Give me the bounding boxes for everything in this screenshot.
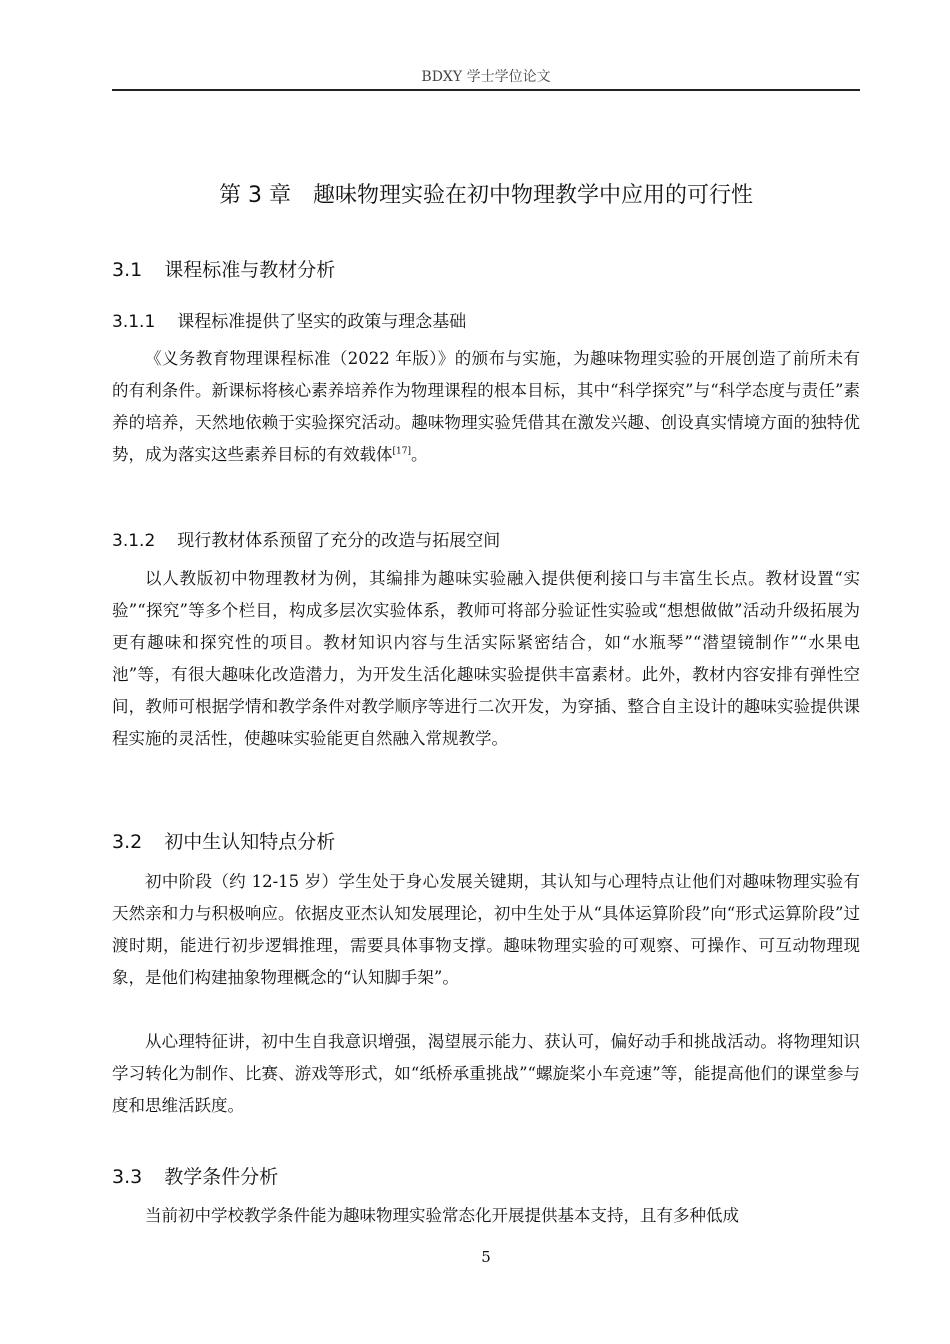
- citation: [17]: [392, 446, 411, 457]
- section-number: 3.1: [112, 259, 143, 281]
- section-heading-3-3: [112, 1162, 860, 1189]
- section-heading-3-2: [112, 827, 860, 854]
- subsection-number: 3.1.1: [112, 312, 156, 332]
- subsection-title: 现行教材体系预留了充分的改造与拓展空间: [177, 531, 501, 551]
- subsection-heading-3-1-2: [112, 526, 860, 551]
- section-title: 课程标准与教材分析: [164, 259, 336, 281]
- paragraph-3-1-2: 以人教版初中物理教材为例，其编排为趣味实验融入提供便利接口与丰富生长点。教材设置“实验”“探究”等多个栏目，构成多层次实验体系，教师可将部分验证性实验或“想想做做”活动升级拓展为更有趣味和探究性的项目。教材知识内容与生活实际紧密结合，如“水瓶琴”“潜望镜制作”“水果电池”等，有很大趣味化改造潜力，为开发生活化趣味实验提供丰富素材。此外，教材内容安排有弹性空间，教师可根据学情和教学条件对教学顺序等进行二次开发，为穿插、整合自主设计的趣味实验提供课程实施的灵活性，使趣味实验能更自然融入常规教学。: [112, 569, 860, 748]
- header-rule: [112, 89, 860, 91]
- section-number: 3.3: [112, 1166, 143, 1188]
- paragraph-3-1-1: [112, 343, 860, 471]
- paragraph-3-3: 当前初中学校教学条件能为趣味物理实验常态化开展提供基本支持，且有多种低成: [145, 1206, 739, 1225]
- subsection-heading-3-1-1: [112, 307, 860, 332]
- page-number: 5: [481, 1248, 491, 1266]
- paragraph-end: 。: [410, 445, 428, 464]
- section-title: 教学条件分析: [164, 1166, 279, 1188]
- section-title: 初中生认知特点分析: [164, 831, 336, 853]
- section-heading-3-1: [112, 255, 860, 282]
- running-header: BDXY 学士学位论文: [421, 69, 551, 85]
- section-number: 3.2: [112, 831, 143, 853]
- subsection-number: 3.1.2: [112, 531, 156, 551]
- chapter-title: 第 3 章 趣味物理实验在初中物理教学中应用的可行性: [219, 183, 753, 208]
- paragraph-3-2-b: 从心理特征讲，初中生自我意识增强，渴望展示能力、获认可，偏好动手和挑战活动。将物理知识学习转化为制作、比赛、游戏等形式，如“纸桥承重挑战”“螺旋桨小车竞速”等，能提高他们的课堂参与度和思维活跃度。: [112, 1032, 860, 1115]
- subsection-title: 课程标准提供了坚实的政策与理念基础: [177, 312, 467, 332]
- paragraph-text: 《义务教育物理课程标准（2022 年版）》的颁布与实施，为趣味物理实验的开展创造了前所未有的有利条件。新课标将核心素养培养作为物理课程的根本目标，其中“科学探究”与“科学态度与责任”素养的培养，天然地依赖于实验探究活动。趣味物理实验凭借其在激发兴趣、创设真实情境方面的独特优势，成为落实这些素养目标的有效载体: [112, 349, 860, 464]
- paragraph-3-2-a: 初中阶段（约 12-15 岁）学生处于身心发展关键期，其认知与心理特点让他们对趣味物理实验有天然亲和力与积极响应。依据皮亚杰认知发展理论，初中生处于从“具体运算阶段”向“形式运算阶段”过渡时期，能进行初步逻辑推理，需要具体事物支撑。趣味物理实验的可观察、可操作、可互动物理现象，是他们构建抽象物理概念的“认知脚手架”。: [112, 872, 860, 987]
